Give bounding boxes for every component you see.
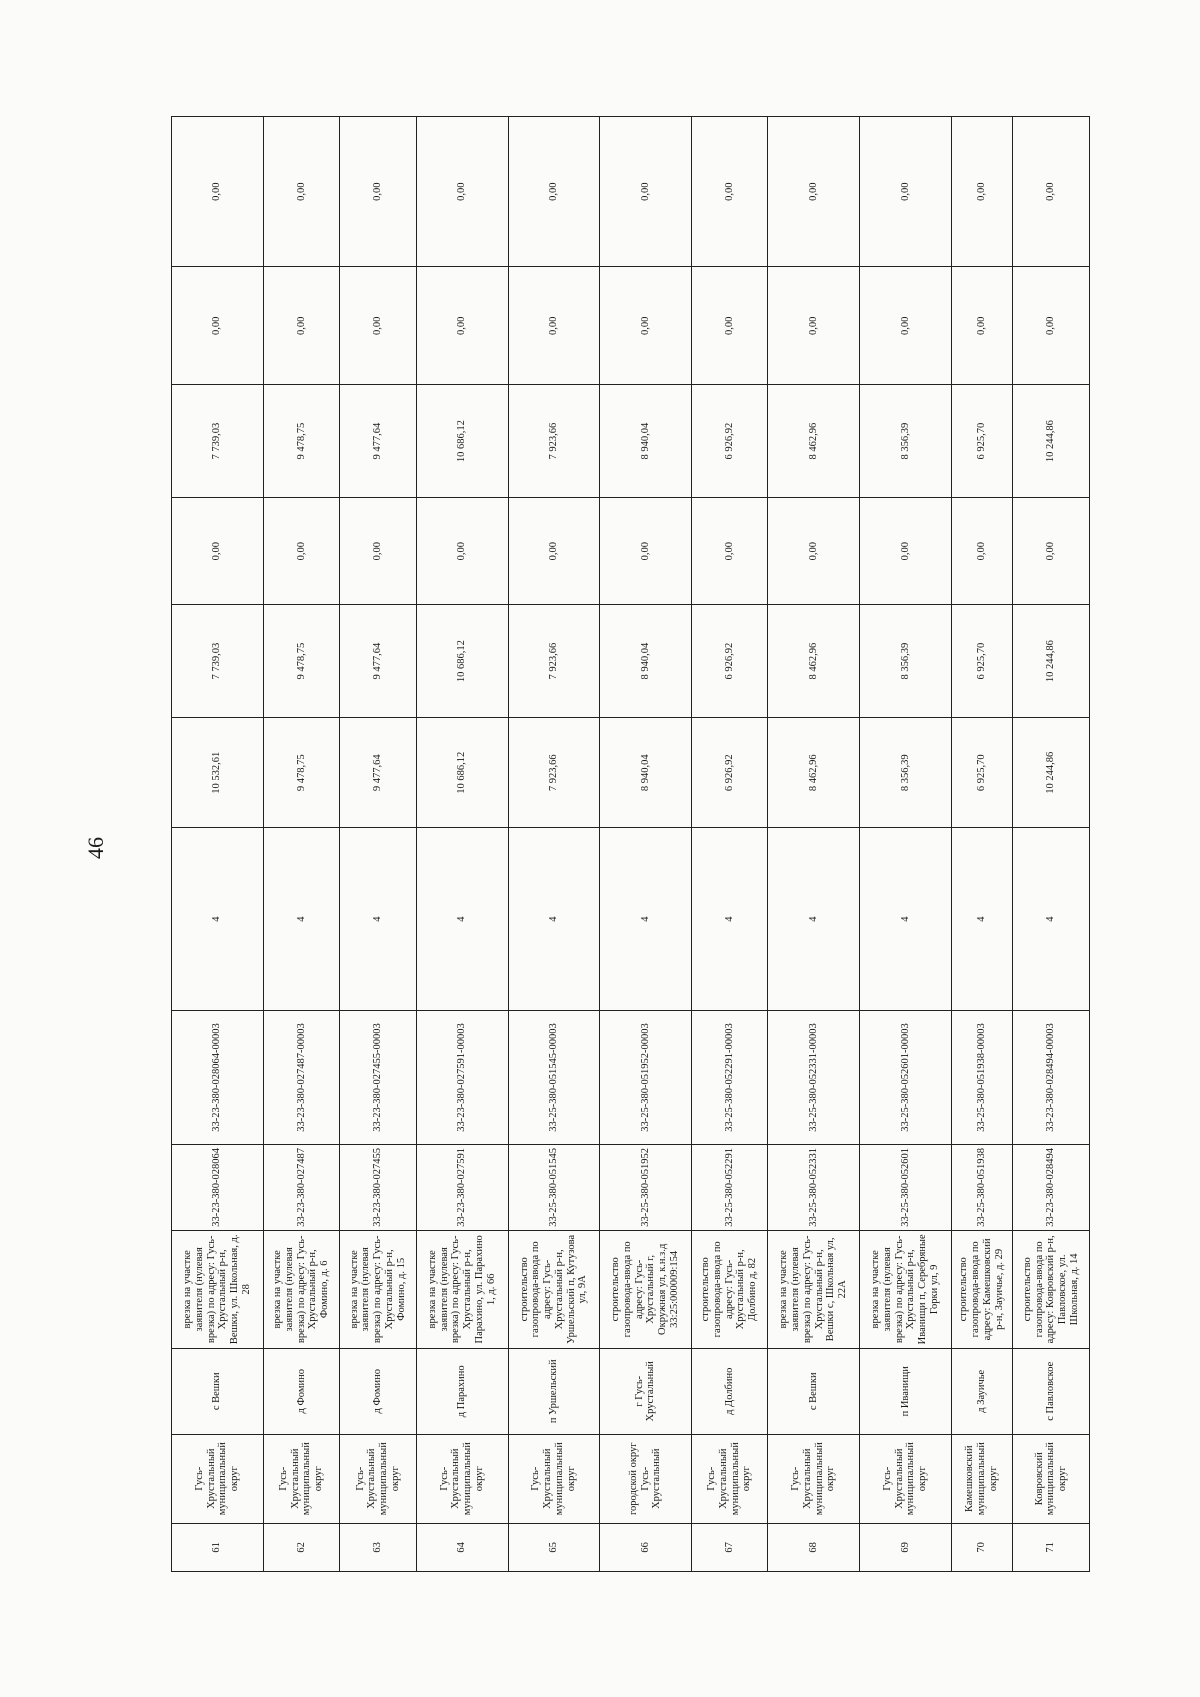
row-number: 68 <box>768 1523 860 1571</box>
settlement-cell: п Уршельский <box>508 1348 600 1434</box>
full-code-cell: 33-23-380-028494-00003 <box>1013 1010 1090 1144</box>
settlement-cell: с Павловское <box>1013 1348 1090 1434</box>
amount-cell-5: 0,00 <box>768 267 860 385</box>
full-code-cell: 33-25-380-052291-00003 <box>691 1010 768 1144</box>
amount-cell-6: 0,00 <box>860 117 952 267</box>
settlement-cell: д Фомино <box>263 1348 340 1434</box>
row-number: 65 <box>508 1523 600 1571</box>
full-code-cell: 33-25-380-052601-00003 <box>860 1010 952 1144</box>
description-cell: врезка на участке заявителя (нулевая врезка) по адресу: Гусь-Хрустальный р-н, Вешки, ул. Школьная, д. 28 <box>172 1230 264 1348</box>
amount-cell-2: 8 940,04 <box>600 605 692 718</box>
description-cell: врезка на участке заявителя (нулевая врезка) по адресу: Гусь-Хрустальный р-н, Иванищи п, Серебряные Горки ул, 9 <box>860 1230 952 1348</box>
amount-cell-4: 8 462,96 <box>768 385 860 498</box>
row-number: 71 <box>1013 1523 1090 1571</box>
amount-cell-5: 0,00 <box>263 267 340 385</box>
amount-cell-4: 7 923,66 <box>508 385 600 498</box>
full-code-cell: 33-25-380-051938-00003 <box>951 1010 1013 1144</box>
amount-cell-3: 0,00 <box>263 498 340 605</box>
settlement-cell: с Вешки <box>172 1348 264 1434</box>
quantity-cell: 4 <box>340 828 417 1010</box>
amount-cell-3: 0,00 <box>768 498 860 605</box>
amount-cell-6: 0,00 <box>1013 117 1090 267</box>
amount-cell-4: 9 477,64 <box>340 385 417 498</box>
table-row <box>263 117 340 1572</box>
municipality-cell: Ковровский муниципальный округ <box>1013 1434 1090 1523</box>
full-code-cell: 33-25-380-051952-00003 <box>600 1010 692 1144</box>
amount-cell-1: 8 940,04 <box>600 717 692 828</box>
amount-cell-6: 0,00 <box>951 117 1013 267</box>
amount-cell-6: 0,00 <box>508 117 600 267</box>
municipality-cell: Гусь-Хрустальный муниципальный округ <box>263 1434 340 1523</box>
settlement-cell: д Зауичье <box>951 1348 1013 1434</box>
amount-cell-4: 6 926,92 <box>691 385 768 498</box>
object-code-cell: 33-25-380-051938 <box>951 1145 1013 1231</box>
municipality-cell: Гусь-Хрустальный муниципальный округ <box>340 1434 417 1523</box>
municipality-cell: Гусь-Хрустальный муниципальный округ <box>508 1434 600 1523</box>
municipality-cell: Гусь-Хрустальный муниципальный округ <box>768 1434 860 1523</box>
amount-cell-2: 7 739,03 <box>172 605 264 718</box>
table-row <box>951 117 1013 1572</box>
description-cell: врезка на участке заявителя (нулевая врезка) по адресу: Гусь-Хрустальный р-н, Фомино, д. 6 <box>263 1230 340 1348</box>
amount-cell-5: 0,00 <box>172 267 264 385</box>
object-code-cell: 33-23-380-027591 <box>416 1145 508 1231</box>
settlement-cell: д Фомино <box>340 1348 417 1434</box>
quantity-cell: 4 <box>508 828 600 1010</box>
municipality-cell: Гусь-Хрустальный муниципальный округ <box>860 1434 952 1523</box>
object-code-cell: 33-25-380-051545 <box>508 1145 600 1231</box>
amount-cell-5: 0,00 <box>600 267 692 385</box>
settlement-cell: с Вешки <box>768 1348 860 1434</box>
amount-cell-6: 0,00 <box>600 117 692 267</box>
amount-cell-5: 0,00 <box>951 267 1013 385</box>
amount-cell-3: 0,00 <box>860 498 952 605</box>
amount-cell-2: 8 356,39 <box>860 605 952 718</box>
row-number: 62 <box>263 1523 340 1571</box>
amount-cell-5: 0,00 <box>860 267 952 385</box>
municipality-cell: Гусь-Хрустальный муниципальный округ <box>691 1434 768 1523</box>
table-row <box>340 117 417 1572</box>
amount-cell-4: 8 356,39 <box>860 385 952 498</box>
object-code-cell: 33-25-380-052331 <box>768 1145 860 1231</box>
full-code-cell: 33-23-380-027455-00003 <box>340 1010 417 1144</box>
amount-cell-1: 9 477,64 <box>340 717 417 828</box>
amount-cell-3: 0,00 <box>691 498 768 605</box>
amount-cell-1: 9 478,75 <box>263 717 340 828</box>
municipality-cell: городской округ Гусь-Хрустальный <box>600 1434 692 1523</box>
table-row <box>860 117 952 1572</box>
quantity-cell: 4 <box>172 828 264 1010</box>
full-code-cell: 33-25-380-051545-00003 <box>508 1010 600 1144</box>
amount-cell-5: 0,00 <box>508 267 600 385</box>
amount-cell-3: 0,00 <box>508 498 600 605</box>
amount-cell-5: 0,00 <box>691 267 768 385</box>
amount-cell-2: 9 477,64 <box>340 605 417 718</box>
municipality-cell: Камешковский муниципальный округ <box>951 1434 1013 1523</box>
description-cell: строительство газопровода-ввода по адресу: Гусь-Хрустальный г, Окружная ул, к.н.з.д 33:25:000009:154 <box>600 1230 692 1348</box>
description-cell: строительство газопровода-ввода по адресу: Ковровский р-н, Павловское, ул. Школьная, д. 14 <box>1013 1230 1090 1348</box>
amount-cell-1: 8 462,96 <box>768 717 860 828</box>
object-code-cell: 33-23-380-027487 <box>263 1145 340 1231</box>
amount-cell-4: 7 739,03 <box>172 385 264 498</box>
object-code-cell: 33-23-380-027455 <box>340 1145 417 1231</box>
amount-cell-4: 6 925,70 <box>951 385 1013 498</box>
quantity-cell: 4 <box>416 828 508 1010</box>
quantity-cell: 4 <box>951 828 1013 1010</box>
full-code-cell: 33-23-380-027487-00003 <box>263 1010 340 1144</box>
data-table <box>171 116 1090 1572</box>
description-cell: врезка на участке заявителя (нулевая врезка) по адресу: Гусь-Хрустальный р-н, Вешки с, Школьная ул, 22А <box>768 1230 860 1348</box>
amount-cell-2: 9 478,75 <box>263 605 340 718</box>
row-number: 61 <box>172 1523 264 1571</box>
amount-cell-6: 0,00 <box>768 117 860 267</box>
row-number: 63 <box>340 1523 417 1571</box>
amount-cell-1: 10 532,61 <box>172 717 264 828</box>
description-cell: строительство газопровода-ввода по адресу: Камешковский р-н, Зауичье, д. 29 <box>951 1230 1013 1348</box>
object-code-cell: 33-25-380-051952 <box>600 1145 692 1231</box>
description-cell: строительство газопровода-ввода по адресу: Гусь-Хрустальный р-н, Долбино д, 82 <box>691 1230 768 1348</box>
amount-cell-6: 0,00 <box>340 117 417 267</box>
amount-cell-6: 0,00 <box>691 117 768 267</box>
amount-cell-3: 0,00 <box>172 498 264 605</box>
amount-cell-2: 8 462,96 <box>768 605 860 718</box>
amount-cell-5: 0,00 <box>340 267 417 385</box>
amount-cell-1: 6 926,92 <box>691 717 768 828</box>
amount-cell-3: 0,00 <box>1013 498 1090 605</box>
quantity-cell: 4 <box>600 828 692 1010</box>
quantity-cell: 4 <box>691 828 768 1010</box>
municipality-cell: Гусь-Хрустальный муниципальный округ <box>416 1434 508 1523</box>
quantity-cell: 4 <box>860 828 952 1010</box>
row-number: 67 <box>691 1523 768 1571</box>
amount-cell-5: 0,00 <box>416 267 508 385</box>
amount-cell-3: 0,00 <box>416 498 508 605</box>
object-code-cell: 33-23-380-028064 <box>172 1145 264 1231</box>
table-row <box>172 117 264 1572</box>
amount-cell-4: 10 686,12 <box>416 385 508 498</box>
row-number: 69 <box>860 1523 952 1571</box>
amount-cell-4: 8 940,04 <box>600 385 692 498</box>
municipality-cell: Гусь-Хрустальный муниципальный округ <box>172 1434 264 1523</box>
quantity-cell: 4 <box>1013 828 1090 1010</box>
settlement-cell: д Долбино <box>691 1348 768 1434</box>
amount-cell-3: 0,00 <box>951 498 1013 605</box>
amount-cell-4: 10 244,86 <box>1013 385 1090 498</box>
settlement-cell: д Парахино <box>416 1348 508 1434</box>
table-row <box>691 117 768 1572</box>
settlement-cell: п Иванищи <box>860 1348 952 1434</box>
amount-cell-2: 7 923,66 <box>508 605 600 718</box>
amount-cell-2: 10 244,86 <box>1013 605 1090 718</box>
amount-cell-5: 0,00 <box>1013 267 1090 385</box>
description-cell: врезка на участке заявителя (нулевая врезка) по адресу: Гусь-Хрустальный р-н, Парахино, ул. Парахино 1, д. 66 <box>416 1230 508 1348</box>
amount-cell-6: 0,00 <box>172 117 264 267</box>
amount-cell-6: 0,00 <box>263 117 340 267</box>
amount-cell-4: 9 478,75 <box>263 385 340 498</box>
amount-cell-1: 10 686,12 <box>416 717 508 828</box>
quantity-cell: 4 <box>768 828 860 1010</box>
amount-cell-2: 6 925,70 <box>951 605 1013 718</box>
table-row <box>768 117 860 1572</box>
table-row <box>600 117 692 1572</box>
row-number: 66 <box>600 1523 692 1571</box>
row-number: 64 <box>416 1523 508 1571</box>
quantity-cell: 4 <box>263 828 340 1010</box>
full-code-cell: 33-23-380-027591-00003 <box>416 1010 508 1144</box>
object-code-cell: 33-25-380-052601 <box>860 1145 952 1231</box>
amount-cell-2: 10 686,12 <box>416 605 508 718</box>
amount-cell-1: 8 356,39 <box>860 717 952 828</box>
object-code-cell: 33-23-380-028494 <box>1013 1145 1090 1231</box>
amount-cell-2: 6 926,92 <box>691 605 768 718</box>
description-cell: строительство газопровода-ввода по адресу: Гусь-Хрустальный р-н, Уршельский п, Кутузова ул, 9А <box>508 1230 600 1348</box>
amount-cell-3: 0,00 <box>600 498 692 605</box>
settlement-cell: г Гусь-Хрустальный <box>600 1348 692 1434</box>
rotated-table-frame <box>171 116 1090 1572</box>
table-row <box>416 117 508 1572</box>
page-number: 46 <box>83 837 108 859</box>
full-code-cell: 33-25-380-052331-00003 <box>768 1010 860 1144</box>
table-row <box>508 117 600 1572</box>
amount-cell-1: 10 244,86 <box>1013 717 1090 828</box>
amount-cell-1: 7 923,66 <box>508 717 600 828</box>
amount-cell-3: 0,00 <box>340 498 417 605</box>
amount-cell-1: 6 925,70 <box>951 717 1013 828</box>
full-code-cell: 33-23-380-028064-00003 <box>172 1010 264 1144</box>
description-cell: врезка на участке заявителя (нулевая врезка) по адресу: Гусь-Хрустальный р-н, Фомино, д. 15 <box>340 1230 417 1348</box>
table-row <box>1013 117 1090 1572</box>
row-number: 70 <box>951 1523 1013 1571</box>
amount-cell-6: 0,00 <box>416 117 508 267</box>
object-code-cell: 33-25-380-052291 <box>691 1145 768 1231</box>
